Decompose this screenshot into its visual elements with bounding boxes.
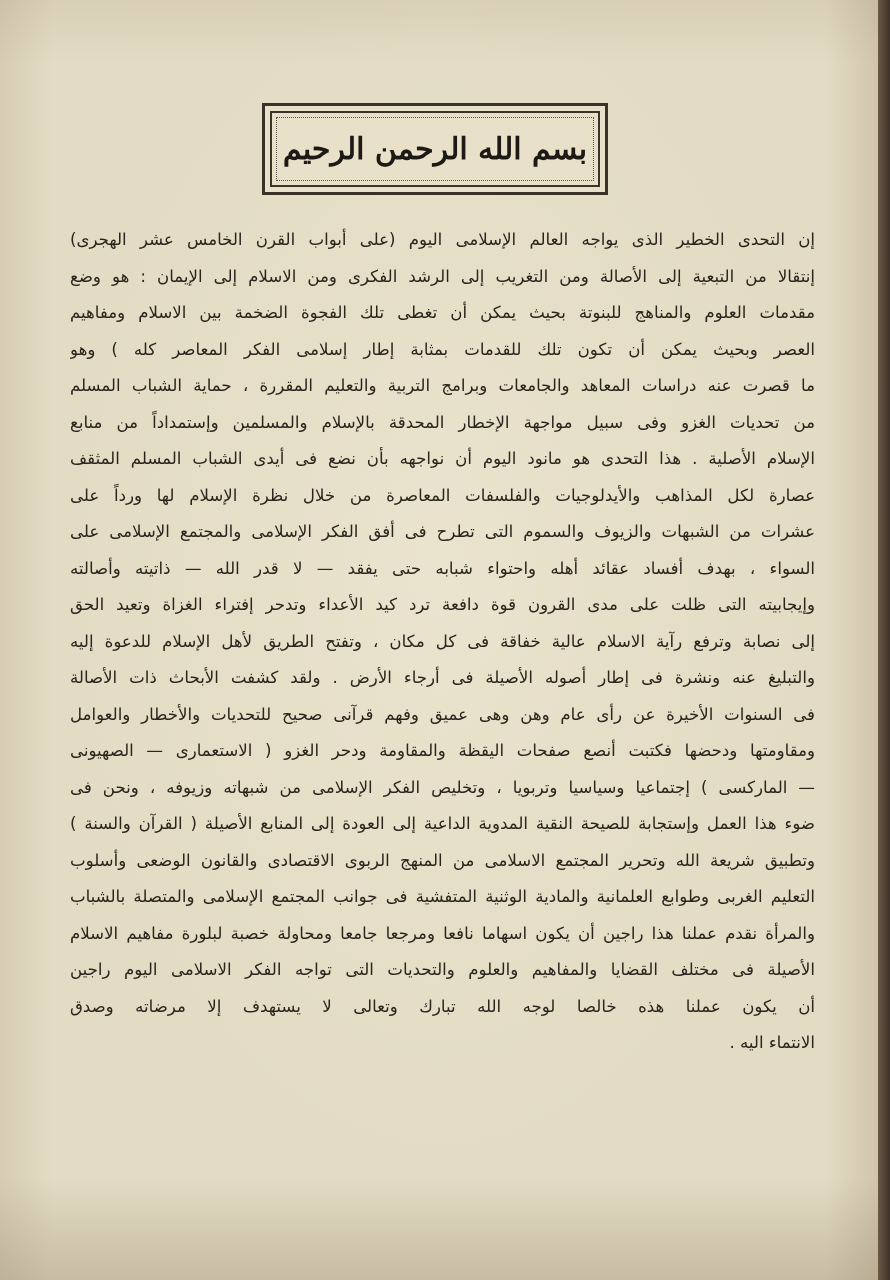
- text-line: وإيجابيته التى ظلت على مدى القرون قوة دافعة ترد كيد الأعداء وتدحر إفتراء الغزاة وتعيد الحق: [70, 595, 815, 614]
- text-line: السواء ، بهدف أفساد عقائد أهله واحتواء شبابه حتى يفقد — لا قدر الله — ذاتيته وأصالته: [70, 558, 815, 578]
- text-line: الأصيلة فى مختلف القضايا والمفاهيم والعلوم والتحديات التى تواجه الفكر الاسلامى اليوم راجين: [70, 960, 815, 979]
- body-paragraph: [70, 222, 815, 1062]
- text-line: ومقاومتها ودحضها فكتبت أنصع صفحات اليقظة والمقاومة ودحر الغزو ( الاستعمارى — الصهيونى: [70, 741, 815, 760]
- text-line: عصارة لكل المذاهب والأيدلوجيات والفلسفات المعاصرة من خلال نظرة الإسلام لها ورداً على: [70, 485, 815, 505]
- page-edge-shadow: [878, 0, 890, 1280]
- text-line: الإسلام الأصلية . هذا التحدى هو مانود اليوم أن نواجهه بأن نضع فى أيدى الشباب المسلم المثقف: [70, 449, 815, 468]
- text-line-last: الانتماء اليه .: [729, 1033, 815, 1052]
- text-line: إن التحدى الخطير الذى يواجه العالم الإسلامى اليوم (على أبواب القرن الخامس عشر الهجرى): [70, 230, 815, 249]
- text-line: أن يكون عملنا هذه خالصا لوجه الله تبارك وتعالى لا يستهدف إلا مرضاته وصدق: [70, 996, 815, 1016]
- basmala-heading: بسم الله الرحمن الرحيم: [282, 131, 588, 167]
- text-line: التعليم الغربى وطوابع العلمانية والمادية الوثنية المتفشية فى جوانب المجتمع الإسلامى والمتصلة بالشباب: [70, 887, 815, 906]
- text-line: من تحديات الغزو وفى سبيل مواجهة الإخطار المحدقة بالإسلام والمسلمين وإستمداداً من منابع: [70, 412, 815, 432]
- basmala-inner-border: [270, 111, 600, 187]
- text-line: وتطبيق شريعة الله وتحرير المجتمع الاسلامى من المنهج الربوى الاقتصادى والقانون الوضعى وأسلوب: [70, 850, 815, 870]
- text-line: إنتقالا من التبعية إلى الأصالة ومن التغريب إلى الرشد الفكرى ومن الاسلام إلى الإيمان : هو وضع: [70, 266, 815, 286]
- text-line: — الماركسى ) إجتماعيا وسياسيا وتربويا ، وتخليص الفكر الإسلامى من شبهاته وزيوفه ، ونحن فى: [70, 777, 815, 797]
- text-line: عشرات من الشبهات والزيوف والسموم التى تطرح فى أفق الفكر الإسلامى والمجتمع الإسلامى على: [70, 522, 815, 541]
- text-line: مقدمات العلوم والمناهج للبنوتة بحيث يمكن أن تغطى تلك الفجوة الضخمة بين الاسلام ومفاهيم: [70, 303, 815, 322]
- text-line: إلى نصابة وترفع رآية الاسلام عالية خفاقة فى كل مكان ، وتفتح الطريق لأهل الإسلام للدعوة إليه: [70, 631, 815, 651]
- text-line: فى السنوات الأخيرة عن رأى عام وهن وهى عميق وفهم قرآنى صحيح للتحديات والأخطار والعوامل: [70, 704, 815, 724]
- text-line: والتبليغ عنه ونشرة فى إطار أصوله الأصيلة فى أرجاء الأرض . ولقد كشفت الأبحاث ذات الأصالة: [70, 668, 815, 687]
- text-line: والمرأة نقدم عملنا هذا راجين أن يكون اسهاما نافعا ومرجعا جامعا ومحاولة خصبة لبلورة مفاهيم الاسلام: [70, 923, 815, 943]
- text-line: العصر وبحيث يمكن أن تكون تلك للقدمات بمثابة إطار إسلامى الفكر المعاصر كله ) وهو: [70, 339, 815, 359]
- basmala-frame: [262, 103, 608, 195]
- text-line: ما قصرت عنه دراسات المعاهد والجامعات وبرامج التربية والتعليم المقررة ، حماية الشباب المسلم: [70, 376, 815, 395]
- text-line: ضوء هذا العمل وإستجابة للصيحة النقية المدوية الداعية إلى العودة إلى المنابع الأصيلة ( القرآن والسنة ): [70, 814, 815, 833]
